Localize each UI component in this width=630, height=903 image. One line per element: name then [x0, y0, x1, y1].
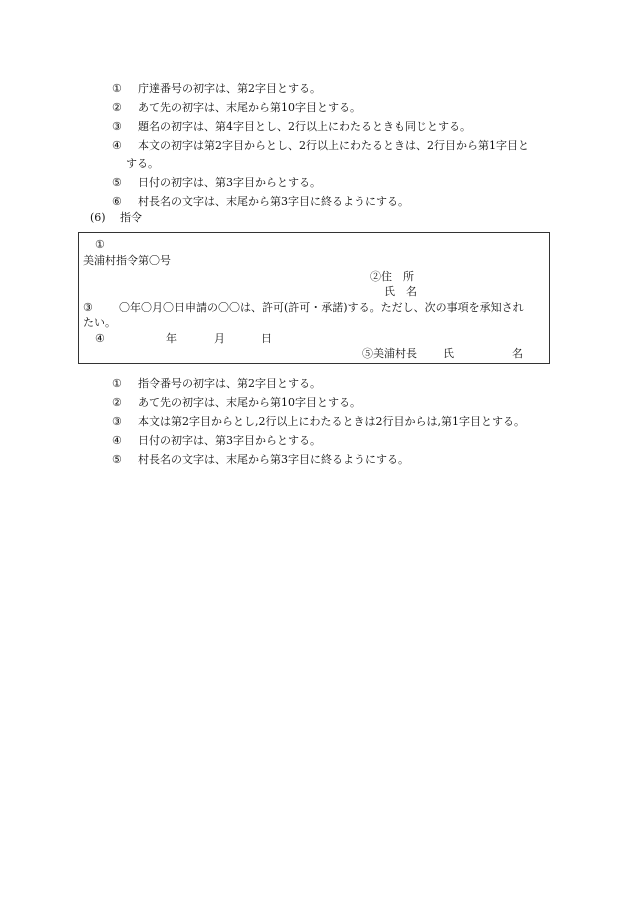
item-number: ④ [112, 434, 122, 447]
list-item [112, 79, 562, 98]
date-day: 日 [261, 332, 272, 345]
section-heading [90, 210, 142, 226]
list-item [112, 450, 562, 469]
item-number: ① [112, 82, 122, 95]
item-number: ① [112, 377, 122, 390]
item-number: ② [112, 396, 122, 409]
list-item [112, 393, 562, 412]
list-item-continuation: する。 [126, 157, 159, 170]
item-number: ② [112, 101, 122, 114]
item-text: 指令番号の初字は、第2字目とする。 [138, 377, 321, 390]
list-item [112, 173, 562, 192]
item-text: 本文は第2字目からとし,2行以上にわたるときは2行目からは,第1字目とする。 [138, 415, 525, 428]
tatsu-rules-list [112, 79, 562, 211]
body-line-2: たい。 [83, 316, 116, 329]
section-number: (6) [90, 211, 106, 224]
list-item [112, 412, 562, 431]
item-number: ④ [112, 139, 122, 152]
item-text: 題名の初字は、第4字目とし、2行以上にわたるときも同じとする。 [138, 120, 471, 133]
mayor-name-mei: 名 [512, 347, 523, 360]
date-year: 年 [166, 332, 177, 345]
list-item [112, 117, 562, 136]
directive-form-box [78, 232, 550, 364]
item-text: あて先の初字は、末尾から第10字目とする。 [138, 396, 361, 409]
body-line-1: 〇年〇月〇日申請の〇〇は、許可(許可・承諾)する。ただし、次の事項を承知され [119, 301, 524, 314]
date-month: 月 [214, 332, 225, 345]
item-text: 村長名の文字は、末尾から第3字目に終るようにする。 [138, 195, 409, 208]
mayor-label: ⑤美浦村長 [362, 347, 417, 360]
item-text: 本文の初字は第2字目からとし、2行以上にわたるときは、2行目から第1字目と [138, 139, 529, 152]
list-item [112, 192, 562, 211]
item-text: 庁達番号の初字は、第2字目とする。 [138, 82, 321, 95]
mayor-name-shi: 氏 [443, 347, 454, 360]
list-item [112, 98, 562, 117]
form-marker-3: ③ [83, 301, 93, 314]
section-title: 指令 [120, 211, 142, 224]
form-marker-4: ④ [95, 332, 105, 345]
name-label: 氏 名 [384, 285, 417, 298]
item-number: ⑤ [112, 176, 122, 189]
item-text: あて先の初字は、末尾から第10字目とする。 [138, 101, 361, 114]
list-item [112, 374, 562, 393]
directive-rules-list [112, 374, 562, 469]
item-number: ③ [112, 120, 122, 133]
item-text: 日付の初字は、第3字目からとする。 [138, 434, 321, 447]
address-label: ②住 所 [370, 270, 414, 283]
form-marker-1: ① [95, 238, 105, 251]
item-number: ⑥ [112, 195, 122, 208]
list-item [112, 136, 562, 155]
item-text: 村長名の文字は、末尾から第3字目に終るようにする。 [138, 453, 409, 466]
order-number: 美浦村指令第〇号 [83, 254, 171, 267]
item-number: ③ [112, 415, 122, 428]
item-number: ⑤ [112, 453, 122, 466]
list-item [112, 431, 562, 450]
item-text: 日付の初字は、第3字目からとする。 [138, 176, 321, 189]
